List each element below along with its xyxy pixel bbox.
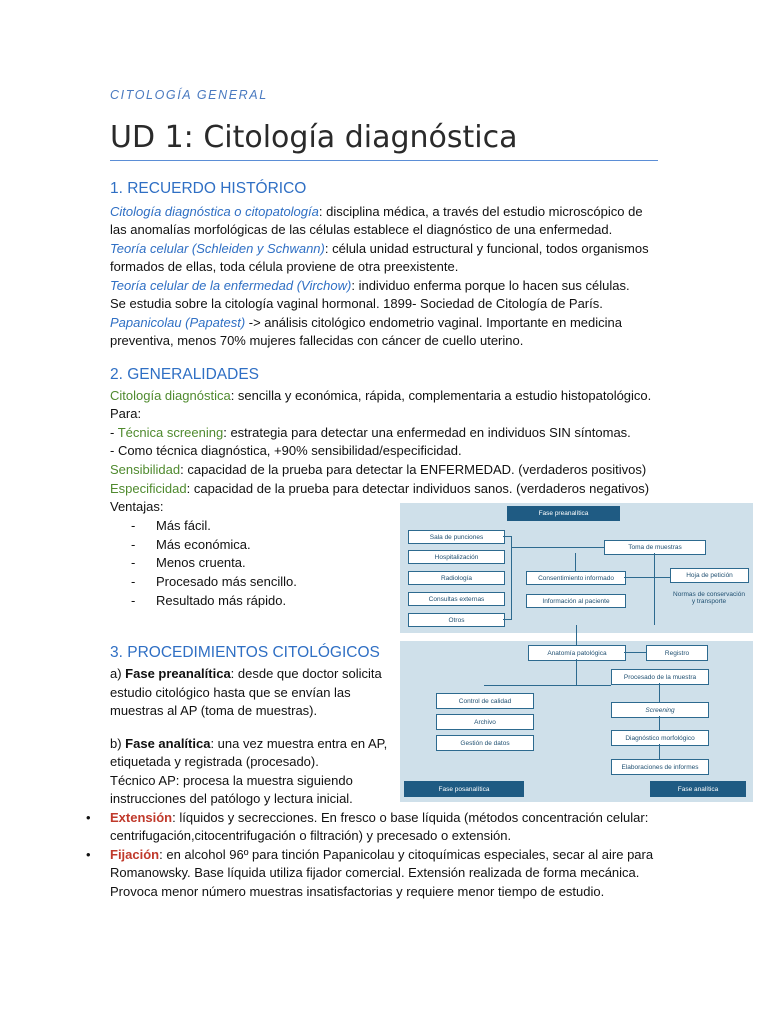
- connector: [484, 685, 611, 686]
- s1-line-2: las anomalías morfológicas de las células establece el diagnóstico de una enfermedad.: [110, 222, 613, 237]
- s3-b-line-4: instrucciones del patólogo y lectura inicial.: [110, 791, 353, 806]
- connector: [576, 625, 577, 645]
- anal-box: Screening: [611, 702, 709, 718]
- s1-line-3: [110, 240, 649, 259]
- s3-b-line-2: etiquetada y registrada (procesado).: [110, 754, 319, 769]
- connector: [511, 547, 604, 548]
- connector: [511, 536, 512, 620]
- advantage-item: Menos cruenta.: [156, 555, 246, 570]
- s3-fij-line-2: Romanowsky. Base líquida utiliza fijador comercial. Extensión realizada de forma mecánica.: [110, 865, 640, 880]
- text: : capacidad de la prueba para detectar la ENFERMEDAD. (verdaderos positivos): [180, 462, 647, 477]
- post-box: Gestión de datos: [436, 735, 534, 751]
- text: : desde que doctor solicita: [230, 666, 382, 681]
- text: : capacidad de la prueba para detectar individuos sanos. (verdaderos negativos): [186, 481, 650, 496]
- s2-line-1: [110, 387, 651, 406]
- anal-box: Procesado de la muestra: [611, 669, 709, 685]
- advantage-item: Resultado más rápido.: [156, 593, 287, 608]
- adv-dash: -: [131, 593, 136, 608]
- adv-dash: -: [131, 574, 136, 589]
- s2-line-4: - Como técnica diagnóstica, +90% sensibilidad/especificidad.: [110, 443, 462, 458]
- origin-box: Sala de punciones: [408, 530, 505, 544]
- term: Técnica screening: [117, 425, 224, 440]
- term: Teoría celular (Schleiden y Schwann): [110, 241, 325, 256]
- section-1-heading: 1. RECUERDO HISTÓRICO: [110, 180, 307, 197]
- connector: [503, 536, 511, 537]
- connector: [659, 744, 660, 759]
- advantage-item: Procesado más sencillo.: [156, 574, 297, 589]
- connector: [624, 652, 646, 653]
- process-diagram: [400, 503, 753, 802]
- s2-line-3: [110, 424, 631, 443]
- text: : en alcohol 96º para tinción Papanicolau y citoquímicas especiales, secar al aire para: [159, 847, 654, 862]
- term: Fase analítica: [125, 736, 211, 751]
- s1-line-5: [110, 277, 630, 296]
- connector: [659, 683, 660, 702]
- s3-b-line-1: [110, 735, 387, 754]
- term: Sensibilidad: [110, 462, 181, 477]
- text: : sencilla y económica, rápida, complementaria a estudio histopatológico.: [230, 388, 652, 403]
- adv-dash: -: [131, 555, 136, 570]
- dash: -: [110, 425, 118, 440]
- hoja-peticion-box: Hoja de petición: [670, 568, 749, 583]
- toma-muestras-box: Toma de muestras: [604, 540, 706, 555]
- post-box: Archivo: [436, 714, 534, 730]
- adv-dash: -: [131, 518, 136, 533]
- connector: [624, 577, 670, 578]
- adv-dash: -: [131, 537, 136, 552]
- text: : líquidos y secrecciones. En fresco o base líquida (métodos concentración celular:: [172, 810, 649, 825]
- s1-line-1: [110, 203, 643, 222]
- anal-box: Diagnóstico morfológico: [611, 730, 709, 746]
- advantage-item: Más económica.: [156, 537, 251, 552]
- s2-line-2: Para:: [110, 406, 142, 421]
- fase-posanalitica-tag: Fase posanalítica: [404, 781, 524, 797]
- anal-box: Elaboraciones de informes: [611, 759, 709, 775]
- s1-line-6: Se estudia sobre la citología vaginal hormonal. 1899- Sociedad de Citología de París.: [110, 296, 603, 311]
- term: Extensión: [110, 810, 173, 825]
- label: a): [110, 666, 126, 681]
- consent-box: Consentimiento informado: [526, 571, 626, 585]
- text: : estrategia para detectar una enfermedad en individuos SIN síntomas.: [223, 425, 631, 440]
- connector: [575, 553, 576, 571]
- s1-line-7: [110, 314, 622, 333]
- normas-text: Normas de conservación y transporte: [673, 591, 745, 605]
- term: Papanicolau (Papatest): [110, 315, 246, 330]
- text: : individuo enferma porque lo hacen sus células.: [351, 278, 630, 293]
- origin-box: Consultas externas: [408, 592, 505, 606]
- s3-fij-line-1: [110, 846, 653, 865]
- s3-ext-line-2: centrifugación,citocentrifugación o filtración) y precesado o extensión.: [110, 828, 512, 843]
- s3-b-line-3: Técnico AP: procesa la muestra siguiendo: [110, 773, 353, 788]
- term: Fase preanalítica: [125, 666, 231, 681]
- s1-line-8: preventiva, menos 70% mujeres fallecidas con cáncer de cuello uterino.: [110, 333, 524, 348]
- origin-box: Radiología: [408, 571, 505, 585]
- course-kicker: CITOLOGÍA GENERAL: [110, 88, 268, 102]
- s1-line-4: formados de ellas, toda célula proviene de otra preexistente.: [110, 259, 459, 274]
- s2-line-7: Ventajas:: [110, 499, 164, 514]
- connector: [576, 659, 577, 685]
- fase-preanalitica-tag: Fase preanalítica: [507, 506, 620, 521]
- bullet: •: [86, 810, 91, 825]
- s2-line-6: [110, 480, 649, 499]
- s3-ext-line-1: [110, 809, 648, 828]
- section-2-heading: 2. GENERALIDADES: [110, 366, 260, 383]
- anatomia-box: Anatomía patológica: [528, 645, 626, 661]
- term: Citología diagnóstica o citopatología: [110, 204, 319, 219]
- registro-box: Registro: [646, 645, 708, 661]
- info-box: Información al paciente: [526, 594, 626, 608]
- origin-box: Otros: [408, 613, 505, 627]
- post-box: Control de calidad: [436, 693, 534, 709]
- connector: [503, 619, 511, 620]
- bullet: •: [86, 847, 91, 862]
- fase-analitica-tag: Fase analítica: [650, 781, 746, 797]
- text: : disciplina médica, a través del estudio microscópico de: [318, 204, 643, 219]
- label: b): [110, 736, 126, 751]
- term: Citología diagnóstica: [110, 388, 231, 403]
- s3-a-line-2: estudio citológico hasta que se envían las: [110, 685, 351, 700]
- origin-box: Hospitalización: [408, 550, 505, 564]
- term: Especificidad: [110, 481, 187, 496]
- page-title: UD 1: Citología diagnóstica: [110, 120, 518, 155]
- s3-a-line-3: muestras al AP (toma de muestras).: [110, 703, 318, 718]
- text: -> análisis citológico endometrio vaginal. Importante en medicina: [245, 315, 622, 330]
- text: : una vez muestra entra en AP,: [210, 736, 388, 751]
- section-3-heading: 3. PROCEDIMIENTOS CITOLÓGICOS: [110, 644, 380, 661]
- connector: [659, 716, 660, 730]
- s3-fij-line-3: Provoca menor número muestras insatisfactorias y requiere menor tiempo de estudio.: [110, 884, 605, 899]
- title-rule: [110, 160, 658, 161]
- connector: [654, 553, 655, 625]
- s3-a-line-1: [110, 665, 382, 684]
- term: Fijación: [110, 847, 160, 862]
- s2-line-5: [110, 461, 646, 480]
- term: Teoría celular de la enfermedad (Virchow): [110, 278, 352, 293]
- advantage-item: Más fácil.: [156, 518, 211, 533]
- text: : célula unidad estructural y funcional, todos organismos: [324, 241, 649, 256]
